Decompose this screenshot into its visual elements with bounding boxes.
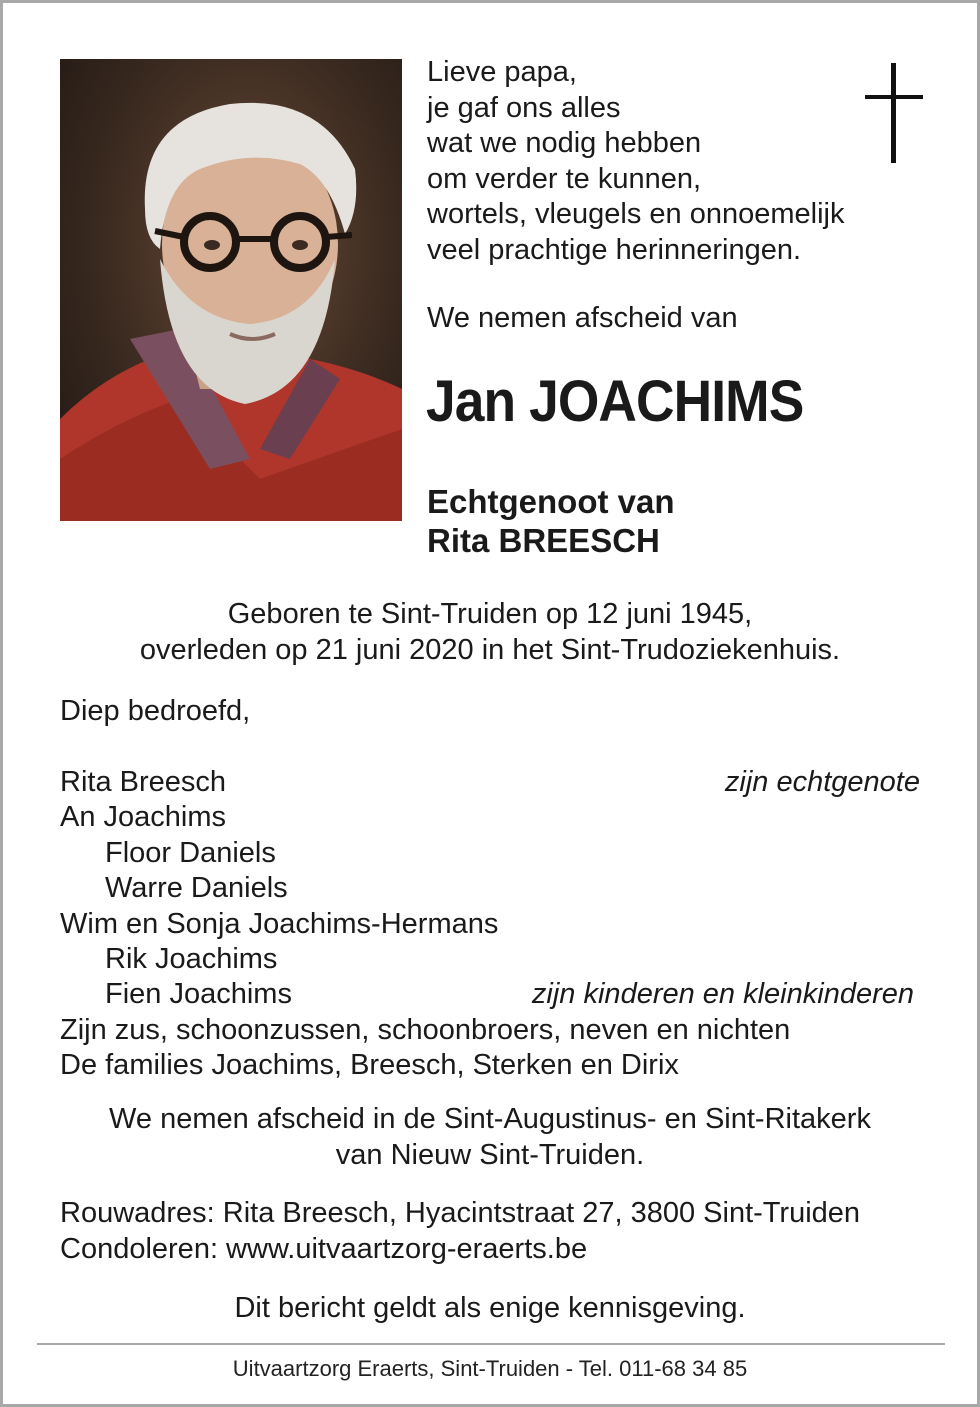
- cross-icon: [865, 63, 923, 163]
- poem: [427, 55, 845, 268]
- spouse-name: Rita BREESCH: [427, 522, 660, 559]
- ceremony-line: We nemen afscheid in de Sint-Augustinus- en Sint-Ritakerk: [109, 1103, 871, 1135]
- list-item: [60, 977, 920, 1012]
- spouse-label: Echtgenoot van: [427, 483, 675, 520]
- poem-line: Lieve papa,: [427, 56, 577, 88]
- portrait-illustration: [60, 59, 402, 521]
- mourner-name: Warre Daniels: [105, 872, 288, 905]
- spouse-info: [427, 482, 675, 560]
- mourning-intro: Diep bedroefd,: [60, 695, 251, 727]
- funeral-home-footer: Uitvaartzorg Eraerts, Sint-Truiden - Tel. 011-68 34 85: [232, 1356, 748, 1381]
- mourner-name: An Joachims: [60, 801, 227, 834]
- poem-line: om verder te kunnen,: [427, 162, 702, 195]
- mourning-address: Rouwadres: Rita Breesch, Hyacintstraat 27, 3800 Sint-Truiden: [60, 1197, 861, 1229]
- mourner-relation: zijn kinderen en kleinkinderen: [531, 978, 914, 1011]
- mourner-name: De families Joachims, Breesch, Sterken en Dirix: [60, 1049, 679, 1082]
- life-dates: [3, 596, 977, 668]
- list-item: [60, 871, 920, 906]
- mourner-name: Rita Breesch: [60, 766, 227, 798]
- list-item: [60, 836, 920, 871]
- list-item: [60, 907, 920, 942]
- mourner-name: Zijn zus, schoonzussen, schoonbroers, neven en nichten: [60, 1013, 791, 1046]
- list-item: [60, 1048, 920, 1083]
- contact-info: [60, 1195, 860, 1267]
- mourner-relation: zijn echtgenote: [724, 766, 920, 798]
- mourner-name: Fien Joachims: [105, 978, 292, 1011]
- poem-line: wortels, vleugels en onnoemelijk: [427, 198, 845, 230]
- intro-text: We nemen afscheid van: [427, 302, 738, 334]
- mourner-list: [60, 765, 920, 1084]
- deceased-name: Jan JOACHIMS: [426, 369, 804, 434]
- list-item: [60, 942, 920, 977]
- poem-line: veel prachtige herinneringen.: [427, 233, 802, 266]
- mourner-name: Wim en Sonja Joachims-Hermans: [60, 907, 499, 940]
- death-line: overleden op 21 juni 2020 in het Sint-Trudoziekenhuis.: [139, 634, 841, 666]
- ceremony-info: [3, 1101, 977, 1173]
- list-item: [60, 1013, 920, 1048]
- poem-line: je gaf ons alles: [427, 91, 621, 124]
- list-item: [60, 765, 920, 800]
- birth-line: Geboren te Sint-Truiden op 12 juni 1945,: [227, 598, 753, 630]
- list-item: [60, 800, 920, 835]
- mourner-name: Rik Joachims: [105, 942, 278, 975]
- portrait-photo: [60, 59, 402, 521]
- notice-text: Dit bericht geldt als enige kennisgeving.: [234, 1292, 746, 1324]
- condolence-website: Condoleren: www.uitvaartzorg-eraerts.be: [60, 1233, 588, 1265]
- ceremony-line: van Nieuw Sint-Truiden.: [335, 1139, 645, 1171]
- divider: [37, 1343, 945, 1345]
- poem-line: wat we nodig hebben: [427, 127, 702, 159]
- mourner-name: Floor Daniels: [105, 836, 276, 869]
